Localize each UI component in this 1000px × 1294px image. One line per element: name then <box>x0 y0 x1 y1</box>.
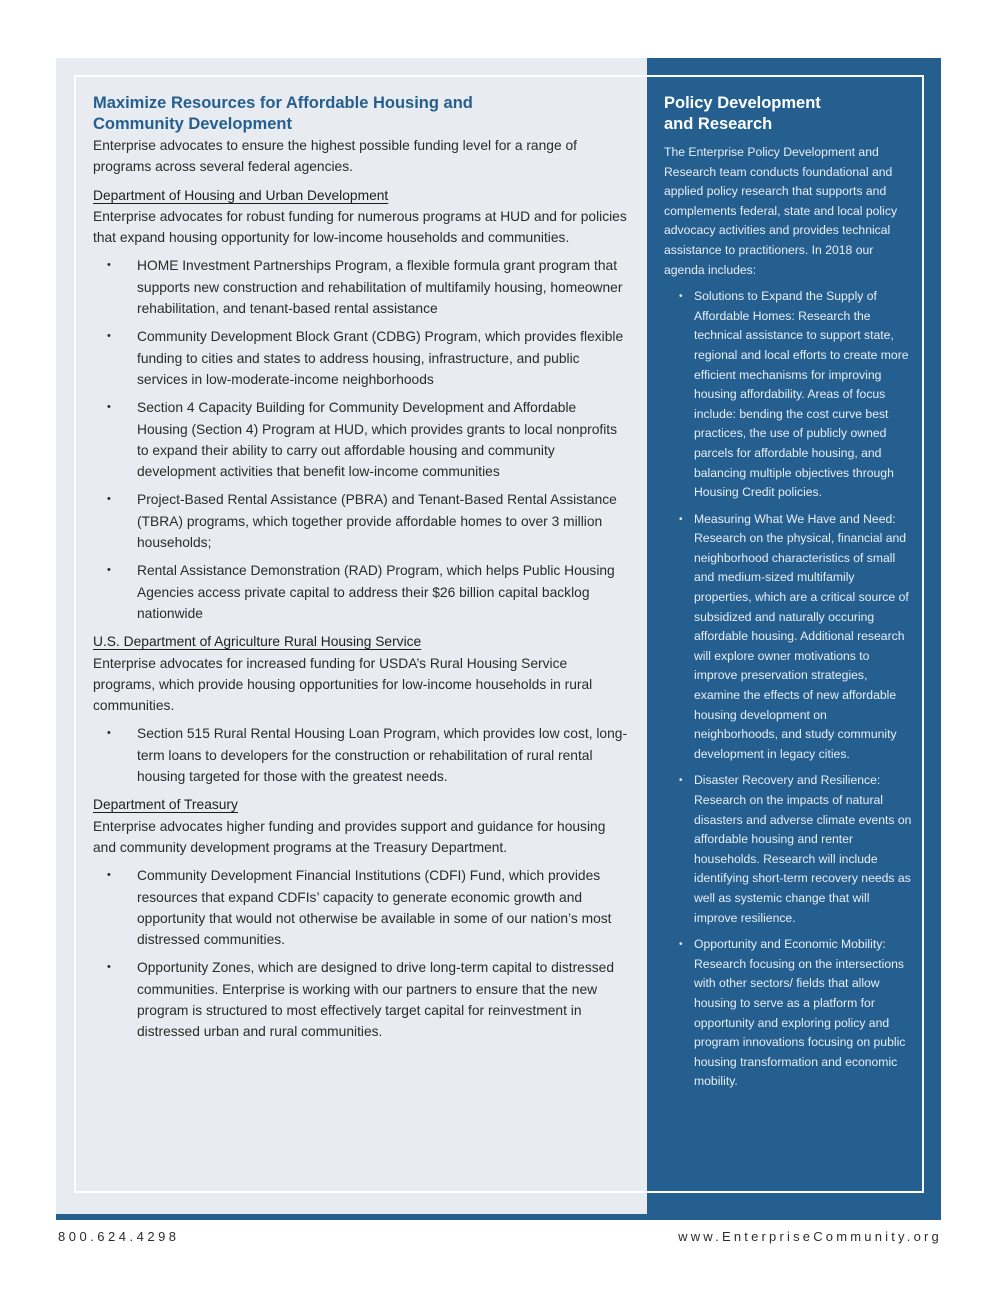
sidebar-title <box>664 93 912 135</box>
footer-website: www.EnterpriseCommunity.org <box>678 1229 942 1244</box>
list-item: • Solutions to Expand the Supply of Affordable Homes: Research the technical assistance to support state, regional and local efforts to create more efficient mechanisms for improving housing affordability. Areas of focus include: bending the cost curve best practices, the use of publicly owned parcels for affordable housing, and balancing multiple objectives through Housing Credit policies. <box>664 287 912 503</box>
section-heading-hud: Department of Housing and Urban Development <box>93 187 389 203</box>
main-content <box>93 93 628 1050</box>
list-item: • Opportunity Zones, which are designed to drive long-term capital to distressed communities. Enterprise is working with our partners to ensure that the new program is structured to most effectively target capital for reinvestment in distressed urban and rural communities. <box>93 957 628 1042</box>
list-item: • Community Development Block Grant (CDBG) Program, which provides flexible funding to cities and states to address housing, infrastructure, and public services in low-moderate-income neighborhoods <box>93 326 628 390</box>
sidebar-content <box>664 93 912 1099</box>
list-item: • Opportunity and Economic Mobility: Research focusing on the intersections with other sectors/ fields that allow housing to serve as a platform for opportunity and exploring policy and program innovations focusing on public housing transformation and economic mobility. <box>664 935 912 1092</box>
section-heading-usda: U.S. Department of Agriculture Rural Housing Service <box>93 634 422 650</box>
list-item: • HOME Investment Partnerships Program, a flexible formula grant program that supports new construction and rehabilitation of multifamily housing, homeowner rehabilitation, and tenant-based rental assistance <box>93 255 628 319</box>
section-text-usda: Enterprise advocates for increased funding for USDA’s Rural Housing Service programs, which provide housing opportunities for low-income households in rural communities. <box>93 655 593 714</box>
main-intro: Enterprise advocates to ensure the highest possible funding level for a range of programs across several federal agencies. <box>93 138 577 175</box>
section-text-hud: Enterprise advocates for robust funding for numerous programs at HUD and for policies that expand housing opportunity for low-income households and communities. <box>93 208 627 246</box>
list-item: • Measuring What We Have and Need: Research on the physical, financial and neighborhood characteristics of small and medium-sized multifamily properties, which are a critical source of subsidized and naturally occuring affordable housing. Additional research will explore owner motivations to improve preservation strategies, examine the effects of new affordable housing development on neighborhoods, and study community development in legacy cities. <box>664 510 912 765</box>
bottom-accent-bar <box>56 1214 941 1220</box>
sidebar-intro: The Enterprise Policy Development and Research team conducts foundational and applied policy research that supports and complements federal, state and local policy advocacy activities and provides technical assistance to practitioners. In 2018 our agenda includes: <box>664 145 898 277</box>
sidebar-title-line-2: and Research <box>664 115 773 133</box>
footer-phone: 800.624.4298 <box>58 1229 180 1244</box>
list-item: • Community Development Financial Institutions (CDFI) Fund, which provides resources that expand CDFIs’ capacity to generate economic growth and opportunity that would not otherwise be available in some of our nation’s most distressed communities. <box>93 865 628 950</box>
list-item: • Section 515 Rural Rental Housing Loan Program, which provides low cost, long-term loans to developers for the construction or rehabilitation of rural rental housing targeted for those with the greatest needs. <box>93 723 628 787</box>
bullet-list-usda <box>93 723 628 787</box>
sidebar-bullet-list <box>664 287 912 1092</box>
list-item: • Section 4 Capacity Building for Community Development and Affordable Housing (Section 4) Program at HUD, which provides grants to local nonprofits to expand their ability to carry out affordable housing and community development activities that benefit low-income communities <box>93 397 628 482</box>
section-heading-treasury: Department of Treasury <box>93 797 238 813</box>
section-text-treasury: Enterprise advocates higher funding and provides support and guidance for housing and community development programs at the Treasury Department. <box>93 818 606 855</box>
list-item: • Project-Based Rental Assistance (PBRA) and Tenant-Based Rental Assistance (TBRA) programs, which together provide affordable homes to over 3 million households; <box>93 489 628 553</box>
list-item: • Disaster Recovery and Resilience: Research on the impacts of natural disasters and adverse climate events on affordable housing and renter households. Research will include identifying short-term recovery needs as well as systemic change that will improve resilience. <box>664 771 912 928</box>
main-title-line-2: Community Development <box>93 115 292 133</box>
main-title-line-1: Maximize Resources for Affordable Housing and <box>93 94 473 112</box>
sidebar-title-line-1: Policy Development <box>664 94 821 112</box>
bullet-list-hud <box>93 255 628 624</box>
bullet-list-treasury <box>93 865 628 1042</box>
list-item: • Rental Assistance Demonstration (RAD) Program, which helps Public Housing Agencies access private capital to address their $26 billion capital backlog nationwide <box>93 560 628 624</box>
main-title <box>93 93 628 135</box>
